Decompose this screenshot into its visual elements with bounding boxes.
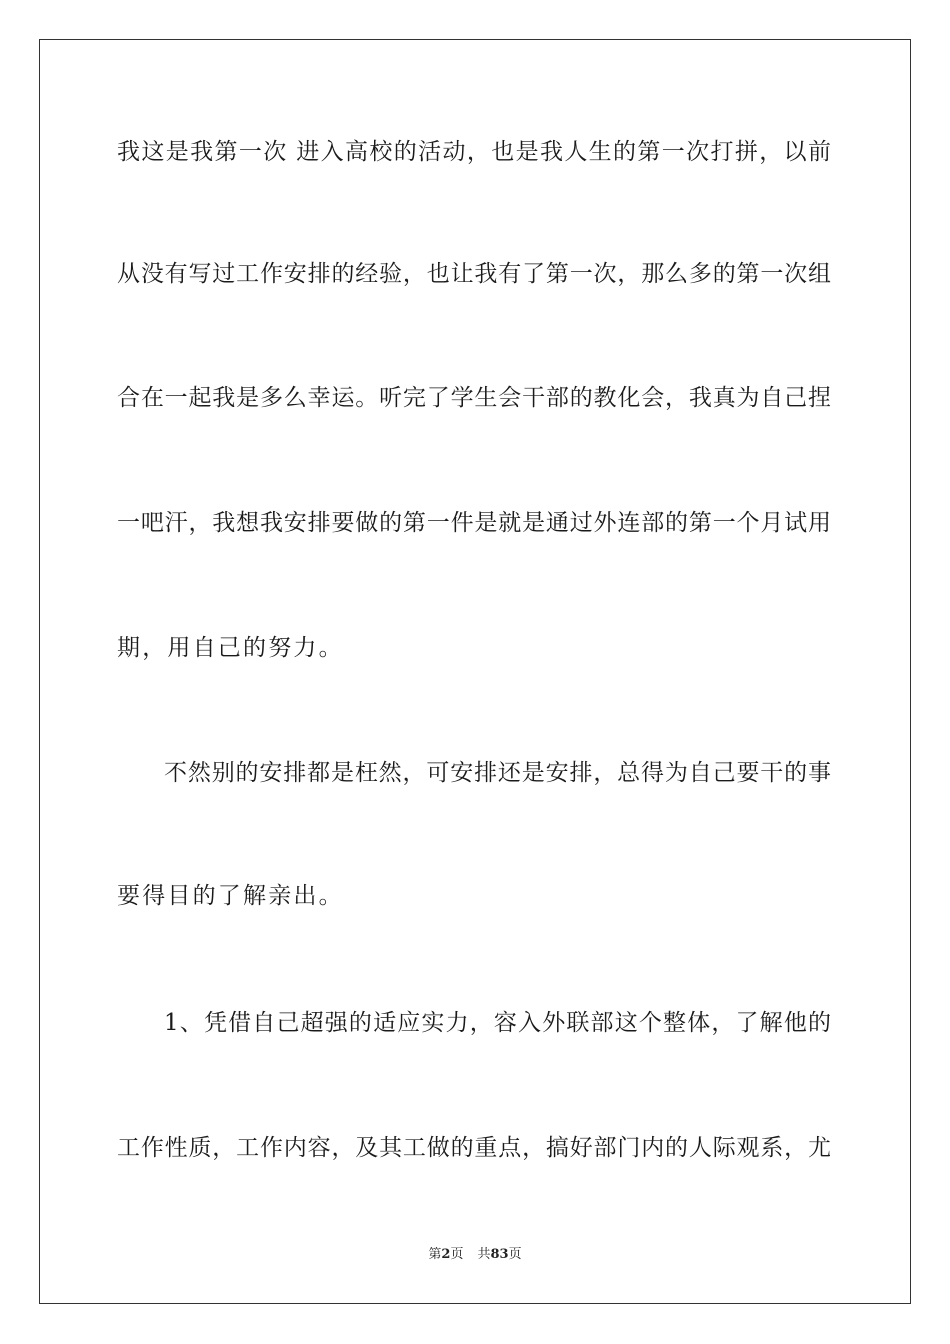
page-number: 2 bbox=[441, 1247, 451, 1262]
body-line-4: 一吧汗，我想我安排要做的第一件是就是通过外连部的第一个月试用 bbox=[117, 510, 831, 536]
total-prefix: 共 bbox=[477, 1247, 491, 1262]
total-pages: 83 bbox=[490, 1247, 509, 1262]
body-line-9: 工作性质，工作内容，及其工做的重点，搞好部门内的人际观系，尤 bbox=[117, 1135, 831, 1161]
page-footer bbox=[0, 1246, 950, 1264]
body-line-8: 1、凭借自己超强的适应实力，容入外联部这个整体，了解他的 bbox=[164, 1010, 831, 1036]
body-line-3: 合在一起我是多么幸运。听完了学生会干部的教化会，我真为自己捏 bbox=[117, 385, 831, 411]
body-line-5: 期，用自己的努力。 bbox=[117, 635, 344, 661]
page-suffix: 页 bbox=[450, 1247, 464, 1262]
body-line-6: 不然别的安排都是枉然，可安排还是安排，总得为自己要干的事 bbox=[164, 760, 831, 786]
page-prefix: 第 bbox=[428, 1247, 442, 1262]
body-line-1: 我这是我第一次 进入高校的活动，也是我人生的第一次打拼，以前 bbox=[117, 139, 831, 165]
body-line-2: 从没有写过工作安排的经验，也让我有了第一次，那么多的第一次组 bbox=[117, 261, 831, 287]
total-suffix: 页 bbox=[508, 1247, 522, 1262]
body-line-7: 要得目的了解亲出。 bbox=[117, 883, 344, 909]
page-border bbox=[39, 39, 911, 1304]
